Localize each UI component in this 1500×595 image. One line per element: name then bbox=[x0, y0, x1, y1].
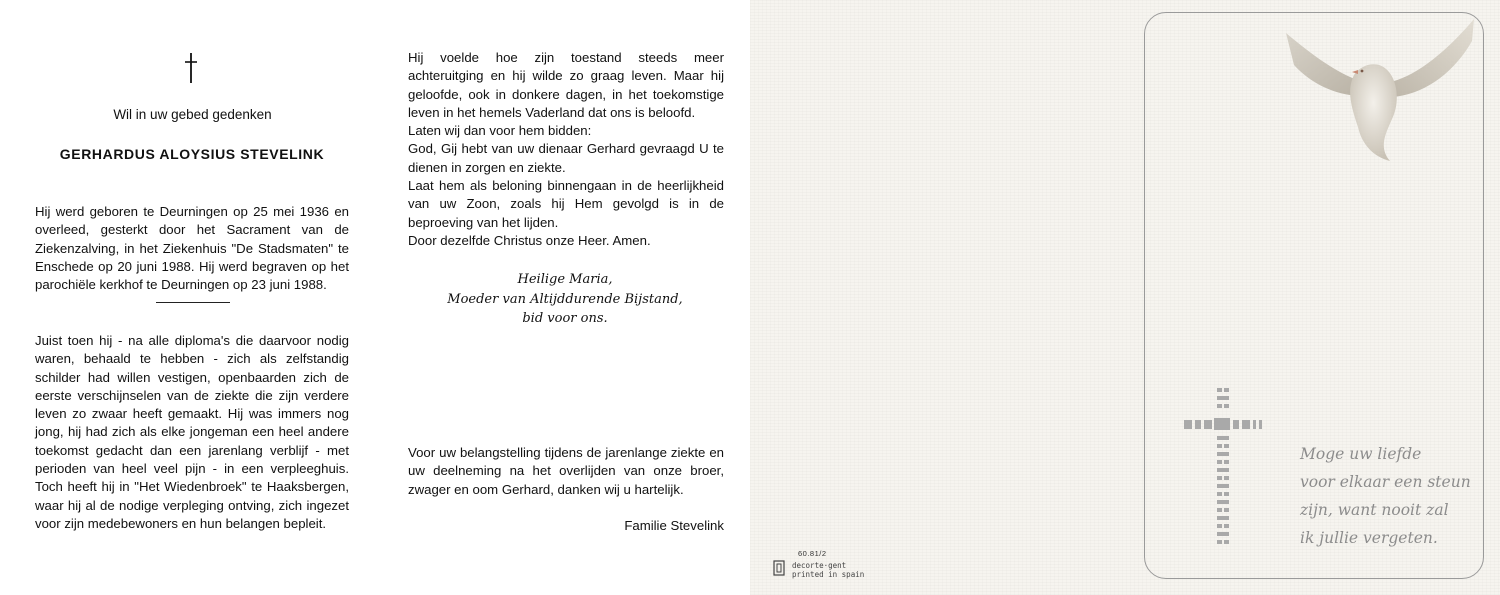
poem-line: voor elkaar een steun bbox=[1300, 473, 1471, 491]
poem-line: ik jullie vergeten. bbox=[1300, 529, 1438, 547]
deceased-name: GERHARDUS ALOYSIUS STEVELINK bbox=[59, 146, 325, 162]
publisher-logo-icon bbox=[773, 560, 785, 576]
verse-line: bid voor ons. bbox=[522, 311, 608, 326]
biography-paragraph: Hij werd geboren te Deurningen op 25 mei 1936 en overleed, gesterkt door het Sacrament van de Ziekenzalving, in het Ziekenhuis "De Stadsmaten" te Enschede op 20 juni 1988. Hij werd begraven op het parochiële kerkhof te Deurningen op 23 juni 1988. bbox=[35, 204, 349, 293]
family-signoff: Familie Stevelink bbox=[624, 518, 724, 533]
prayer-line: Laat hem als beloning binnengaan in de heerlijkheid van uw Zoon, zoals hij Hem gevolgd is in de beproeving van het lijden. bbox=[408, 178, 724, 230]
prayer-closing: Door dezelfde Christus onze Heer. Amen. bbox=[408, 232, 651, 248]
poem-line: zijn, want nooit zal bbox=[1300, 501, 1449, 519]
prayer-invitation: Laten wij dan voor hem bidden: bbox=[408, 123, 592, 139]
prayer-line: God, Gij hebt van uw dienaar Gerhard gevraagd U te dienen in zorgen en ziekte. bbox=[408, 141, 724, 175]
verse-line: Heilige Maria, bbox=[517, 272, 613, 287]
publisher-name: decorte·gent bbox=[792, 561, 847, 570]
silver-cross-icon bbox=[1184, 388, 1266, 548]
intro-text: Wil in uw gebed gedenken bbox=[113, 107, 272, 122]
thanks-paragraph: Voor uw belangstelling tijdens de jarenlange ziekte en uw deelneming na het overlijden van onze broer, zwager en oom Gerhard, danken wij u hartelijk. bbox=[408, 445, 724, 497]
life-story-paragraph: Juist toen hij - na alle diploma's die daarvoor nodig waren, behaald te hebben - zich als zelfstandig schilder had willen vestigen, openbaarden zich de eerste verschijnselen van de ziekte die zijn verdere leven zo zwaar heeft gemaakt. Hij was immers nog jong, hij had zich als elke jongeman een heel andere toekomst gedacht dan een jarenlang verblijf - met perioden van heel veel pijn - in een verpleeghuis. Toch heeft hij in "Het Wiedenbroek" te Haaksbergen, waar hij al de nodige verpleging ontving, zich ingezet voor zijn medebewoners en hun belangen bepleit. bbox=[35, 333, 349, 531]
verse-line: Moeder van Altijddurende Bijstand, bbox=[447, 291, 683, 307]
marian-verse bbox=[430, 270, 700, 329]
card-code: 60.81/2 bbox=[798, 549, 827, 558]
prayer-block bbox=[408, 49, 724, 250]
card-poem bbox=[1300, 440, 1480, 552]
divider-line bbox=[156, 302, 230, 303]
prayer-paragraph: Hij voelde hoe zijn toestand steeds meer achteruitging en hij wilde zo graag leven. Maar hij geloofde, ook in donkere dagen, in het toekomstige leven in het hemels Vaderland dat ons is beloofd. bbox=[408, 50, 724, 120]
poem-line: Moge uw liefde bbox=[1300, 445, 1422, 463]
printed-in: printed in spain bbox=[792, 570, 865, 579]
cross-icon bbox=[182, 50, 200, 86]
dove-icon bbox=[1282, 15, 1478, 165]
publisher-imprint bbox=[792, 561, 864, 579]
